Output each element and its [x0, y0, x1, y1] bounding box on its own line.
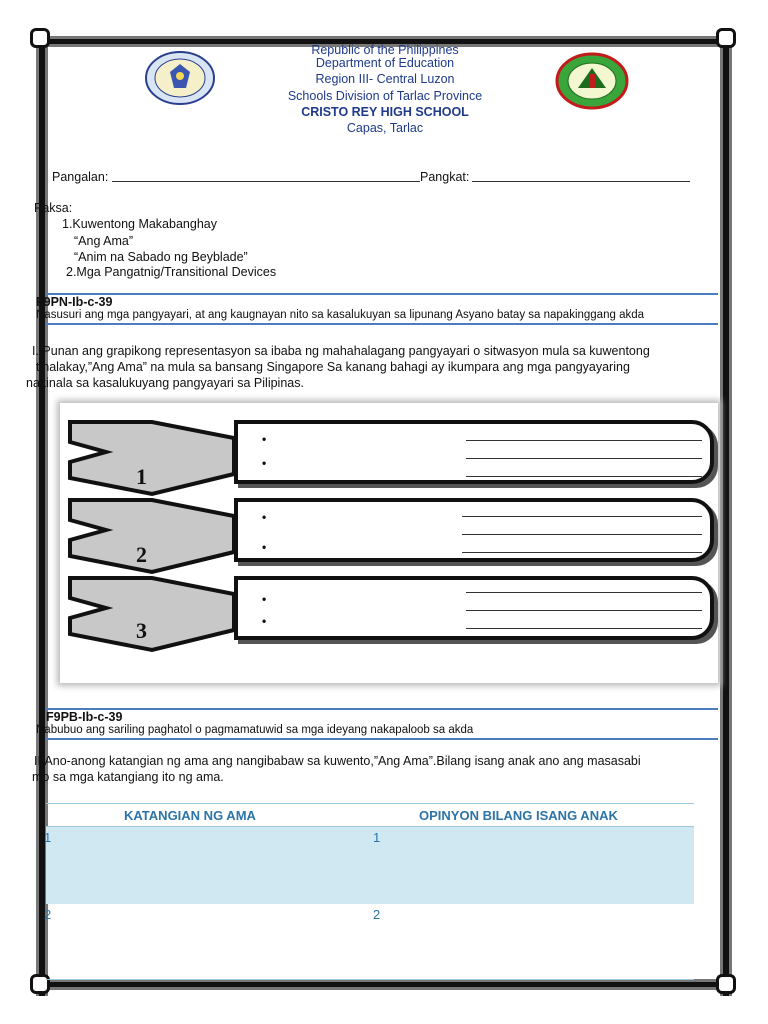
answer-line[interactable] [466, 592, 702, 593]
topic-item-1b: “Anim na Sabado ng Beyblade” [74, 250, 248, 264]
header-department: Department of Education [315, 56, 455, 70]
answer-line[interactable] [462, 516, 702, 517]
frame-corner-ornament [30, 28, 50, 48]
answer-line[interactable] [466, 440, 702, 441]
name-blank-line [112, 181, 420, 182]
bullet-point: • [262, 614, 267, 628]
answer-bar-1[interactable] [234, 420, 714, 484]
bullet-point: • [262, 540, 267, 554]
chevron-number-2: 2 [136, 542, 147, 567]
instruction-1-line-1: I. Punan ang grapikong representasyon sa ibaba ng mahahalagang pangyayari o sitwasyon mula sa kuwentong [32, 344, 650, 358]
chevron-number-1: 1 [136, 464, 147, 489]
bullet-point: • [262, 592, 267, 606]
instruction-2-line-2: mo sa mga katangiang ito ng ama. [32, 770, 224, 784]
topic-item-1: 1.Kuwentong Makabanghay [62, 217, 217, 231]
traits-table [46, 803, 694, 980]
frame-right-border [720, 30, 732, 996]
section-rule [46, 738, 718, 740]
table-cell-trait-2[interactable]: 2 [46, 904, 371, 980]
header-division: Schools Division of Tarlac Province [287, 89, 483, 103]
bullet-point: • [262, 432, 267, 446]
chevron-row-3 [66, 572, 718, 648]
bullet-point: • [262, 510, 267, 524]
competency-text: Nabubuo ang sariling paghatol o pagmamatuwid sa mga ideyang nakapaloob sa akda [36, 724, 474, 736]
group-blank-line [472, 181, 690, 182]
instruction-1-line-3: nakinala sa kasalukuyang pangyayari sa Pilipinas. [26, 376, 304, 390]
competency-code: F9PB-Ib-c-39 [46, 710, 123, 724]
table-cell-trait-1[interactable]: 1 [46, 827, 371, 905]
frame-corner-ornament [716, 974, 736, 994]
answer-line[interactable] [462, 552, 702, 553]
answer-line[interactable] [466, 458, 702, 459]
group-label: Pangkat: [420, 170, 470, 184]
bullet-point: • [262, 456, 267, 470]
frame-bottom-border [36, 979, 732, 990]
header-town: Capas, Tarlac [346, 121, 424, 135]
chevron-row-1 [66, 416, 718, 492]
table-cell-opinion-2[interactable]: 2 [371, 904, 694, 980]
topics-heading: Paksa: [34, 201, 73, 215]
topic-item-2: 2.Mga Pangatnig/Transitional Devices [66, 265, 277, 279]
table-header-opinion: OPINYON BILANG ISANG ANAK [371, 804, 694, 827]
topic-item-1a: “Ang Ama” [74, 234, 134, 248]
answer-line[interactable] [466, 476, 702, 477]
answer-bar-3[interactable] [234, 576, 714, 640]
answer-line[interactable] [466, 628, 702, 629]
table-cell-opinion-1[interactable]: 1 [371, 827, 694, 905]
section-rule [46, 323, 718, 325]
name-label: Pangalan: [52, 170, 109, 184]
chevron-1-shape [66, 416, 238, 498]
table-header-traits: KATANGIAN NG AMA [46, 804, 371, 827]
chevron-2-shape [66, 494, 238, 576]
instruction-1-line-2: tinalakay,”Ang Ama” na mula sa bansang Singapore Sa kanang bahagi ay ikumpara ang mga pangyayaring [36, 360, 630, 374]
answer-line[interactable] [462, 534, 702, 535]
chevron-number-3: 3 [136, 618, 147, 643]
chevron-row-2 [66, 494, 718, 570]
section-rule [46, 708, 718, 710]
header-region: Region III- Central Luzon [315, 72, 455, 86]
header-school-name: CRISTO REY HIGH SCHOOL [301, 105, 469, 119]
header-republic: Republic of the Philippines [311, 43, 459, 57]
chevron-3-shape [66, 572, 238, 654]
answer-line[interactable] [466, 610, 702, 611]
frame-corner-ornament [716, 28, 736, 48]
instruction-2-line-1: II.Ano-anong katangian ng ama ang nangibabaw sa kuwento,”Ang Ama”.Bilang isang anak ano ang masasabi [34, 754, 641, 768]
competency-text: Nasusuri ang mga pangyayari, at ang kaugnayan nito sa kasalukuyan sa lipunang Asyano batay sa napakinggang akda [36, 309, 645, 321]
competency-code: F9PN-Ib-c-39 [36, 295, 113, 309]
